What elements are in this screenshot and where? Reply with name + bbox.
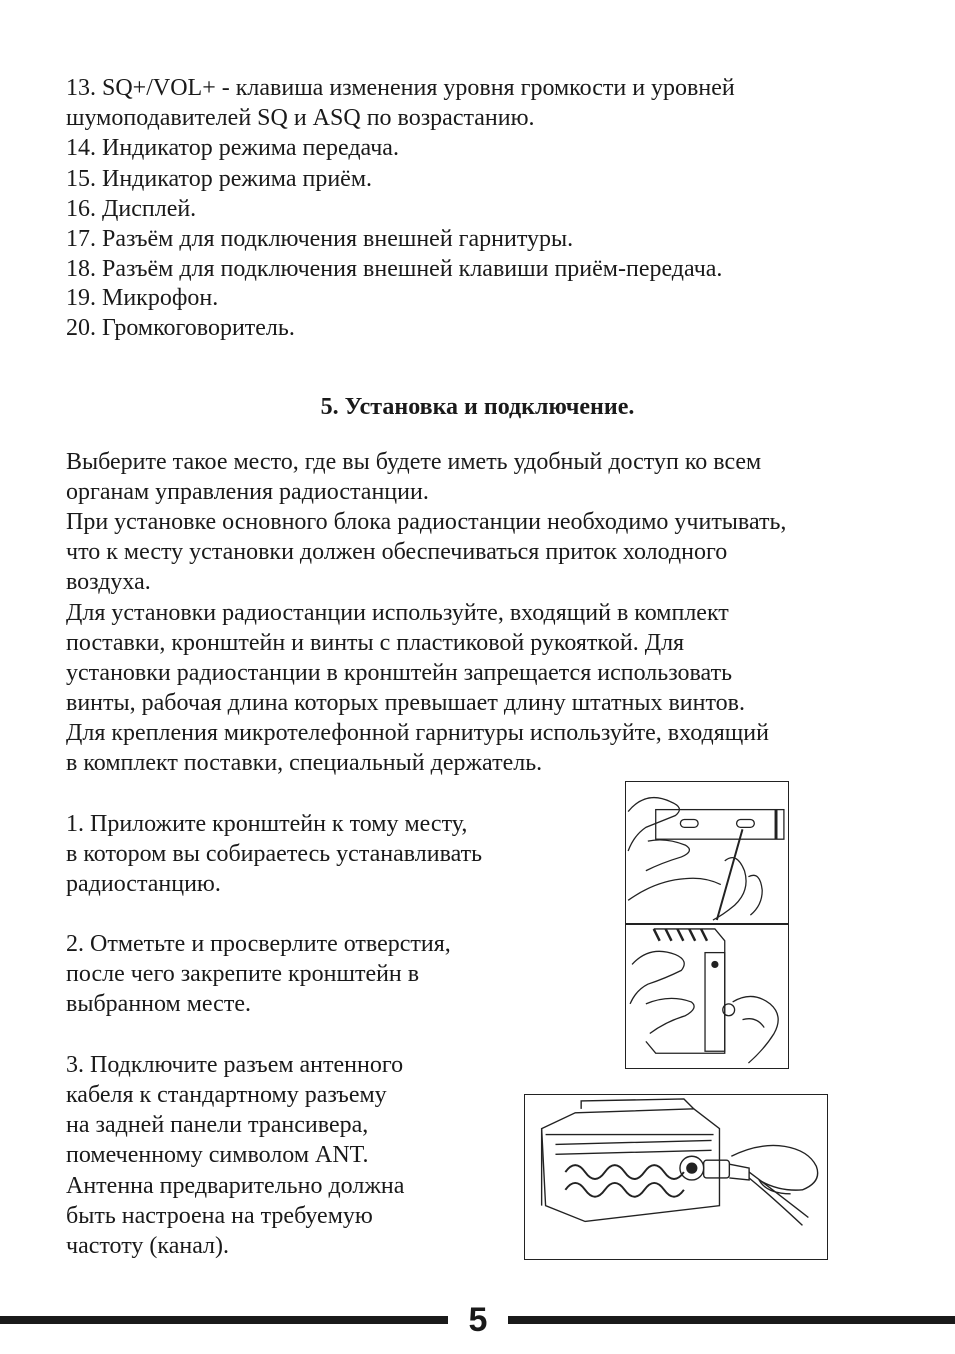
list-item: 18. Разъём для подключения внешней клавиши приём-передача. — [66, 256, 723, 282]
step-3-line: частоту (канал). — [66, 1233, 230, 1259]
paragraph-line: Для установки радиостанции используйте, входящий в комплект — [66, 600, 729, 626]
paragraph-line: При установке основного блока радиостанции необходимо учитывать, — [66, 509, 787, 535]
paragraph-line: Выберите такое место, где вы будете иметь удобный доступ ко всем — [66, 449, 762, 475]
step-2-line: 2. Отметьте и просверлите отверстия, — [66, 931, 451, 957]
bracket-marking-illustration — [625, 781, 789, 924]
bracket-fastening-illustration — [625, 924, 789, 1069]
paragraph-line: Для крепления микротелефонной гарнитуры используйте, входящий — [66, 720, 769, 746]
step-1-line: 1. Приложите кронштейн к тому месту, — [66, 811, 468, 837]
footer-divider-left — [0, 1316, 448, 1324]
step-3-line: Антенна предварительно должна — [66, 1173, 405, 1199]
paragraph-line: в комплект поставки, специальный держатель. — [66, 750, 543, 776]
paragraph-line: что к месту установки должен обеспечиваться приток холодного — [66, 539, 728, 565]
step-3-line: на задней панели трансивера, — [66, 1112, 369, 1138]
step-2-line: после чего закрепите кронштейн в — [66, 961, 420, 987]
list-item: 17. Разъём для подключения внешней гарнитуры. — [66, 226, 574, 252]
paragraph-line: поставки, кронштейн и винты с пластиковой рукояткой. Для — [66, 630, 685, 656]
footer-divider-right — [508, 1316, 955, 1324]
step-1-line: радиостанцию. — [66, 871, 221, 897]
paragraph-line: воздуха. — [66, 569, 151, 595]
step-3-line: помеченному символом ANT. — [66, 1142, 369, 1168]
section-heading: 5. Установка и подключение. — [320, 394, 635, 420]
list-item: 20. Громкоговоритель. — [66, 315, 295, 341]
antenna-connection-illustration — [524, 1094, 828, 1260]
page-number: 5 — [468, 1301, 488, 1339]
paragraph-line: винты, рабочая длина которых превышает длину штатных винтов. — [66, 690, 745, 716]
list-item: 16. Дисплей. — [66, 196, 197, 222]
step-3-line: быть настроена на требуемую — [66, 1203, 373, 1229]
list-item: 15. Индикатор режима приём. — [66, 166, 373, 192]
paragraph-line: органам управления радиостанции. — [66, 479, 429, 505]
list-item: шумоподавителей SQ и ASQ по возрастанию. — [66, 105, 535, 131]
step-2-line: выбранном месте. — [66, 991, 251, 1017]
paragraph-line: установки радиостанции в кронштейн запрещается использовать — [66, 660, 733, 686]
list-item: 14. Индикатор режима передача. — [66, 135, 399, 161]
list-item: 19. Микрофон. — [66, 285, 219, 311]
step-3-line: 3. Подключите разъем антенного — [66, 1052, 404, 1078]
list-item: 13. SQ+/VOL+ - клавиша изменения уровня громкости и уровней — [66, 75, 735, 101]
step-3-line: кабеля к стандартному разъему — [66, 1082, 387, 1108]
step-1-line: в котором вы собираетесь устанавливать — [66, 841, 483, 867]
